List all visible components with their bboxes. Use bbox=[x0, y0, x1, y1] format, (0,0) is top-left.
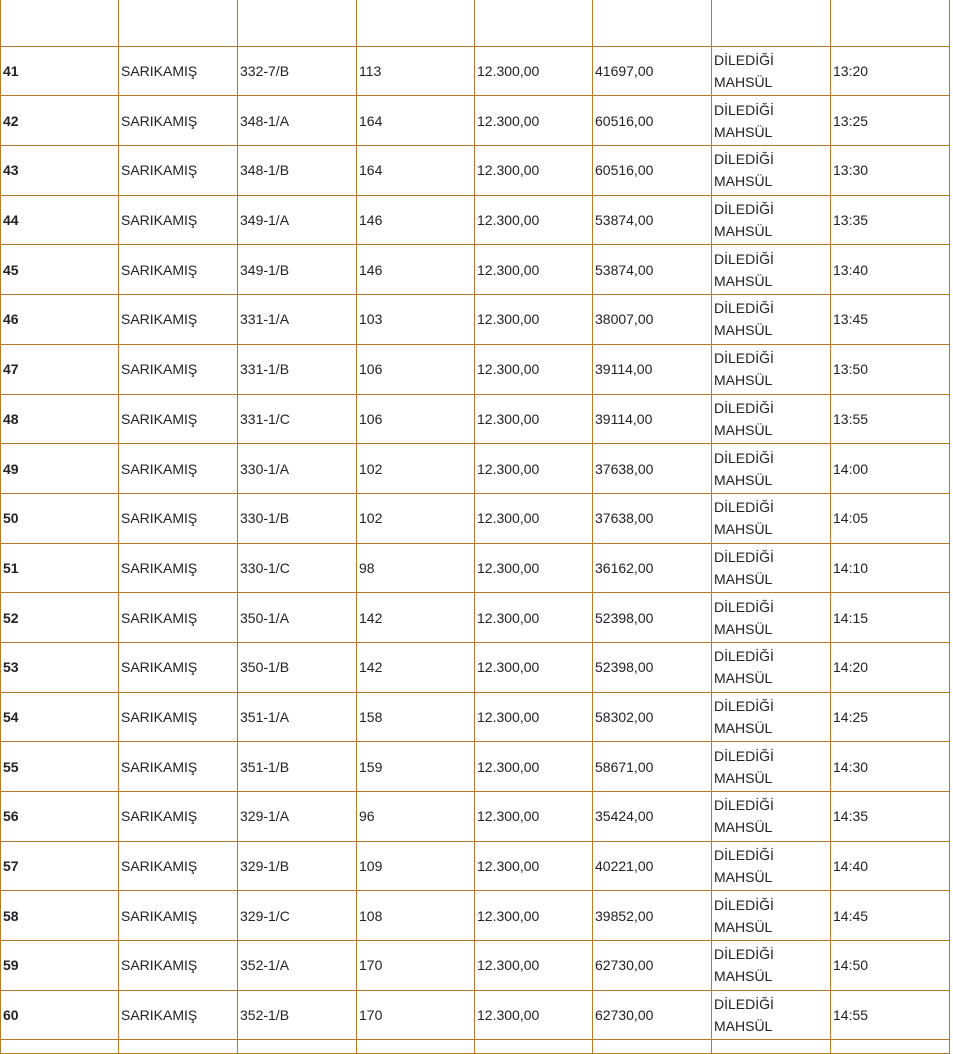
cell-district: SARIKAMIŞ bbox=[119, 841, 238, 891]
cell-total: 40221,00 bbox=[593, 841, 712, 891]
cell-row-number: 59 bbox=[1, 941, 119, 991]
cell-parcel: 352-1/A bbox=[238, 941, 357, 991]
cell-time: 14:50 bbox=[831, 941, 950, 991]
crop-line-1: DİLEDİĞİ bbox=[714, 151, 774, 168]
cell-row-number: 44 bbox=[1, 195, 119, 245]
cell-district: SARIKAMIŞ bbox=[119, 891, 238, 941]
table-row bbox=[1, 394, 950, 444]
cell-time: 13:55 bbox=[831, 394, 950, 444]
cell-time: 14:25 bbox=[831, 692, 950, 742]
cell-district: SARIKAMIŞ bbox=[119, 245, 238, 295]
cell-row-number: 56 bbox=[1, 792, 119, 842]
cell-area: 159 bbox=[357, 742, 475, 792]
crop-line-2: MAHSÜL bbox=[714, 372, 773, 389]
cell-parcel: 349-1/A bbox=[238, 195, 357, 245]
cell-crop bbox=[712, 344, 831, 394]
table-row bbox=[1, 692, 950, 742]
cell-total: 52398,00 bbox=[593, 593, 712, 643]
cell-parcel: 348-1/B bbox=[238, 146, 357, 196]
cell-total: 52398,00 bbox=[593, 642, 712, 692]
crop-line-2: MAHSÜL bbox=[714, 570, 773, 587]
cell-district: SARIKAMIŞ bbox=[119, 146, 238, 196]
cell-row-number: 41 bbox=[1, 46, 119, 96]
cell-row-number: 43 bbox=[1, 146, 119, 196]
cell-area: 164 bbox=[357, 146, 475, 196]
cell-time: 14:30 bbox=[831, 742, 950, 792]
cell-total: 62730,00 bbox=[593, 990, 712, 1040]
cell-row-number: 54 bbox=[1, 692, 119, 742]
cell-district: SARIKAMIŞ bbox=[119, 96, 238, 146]
cell-district: SARIKAMIŞ bbox=[119, 692, 238, 742]
cell-crop bbox=[712, 941, 831, 991]
crop-line-1: DİLEDİĞİ bbox=[714, 896, 774, 913]
cell-time: 14:05 bbox=[831, 493, 950, 543]
table-row bbox=[1, 941, 950, 991]
table-row bbox=[1, 444, 950, 494]
cell-total: 60516,00 bbox=[593, 146, 712, 196]
cell-parcel: 330-1/B bbox=[238, 493, 357, 543]
cell-parcel: 349-1/B bbox=[238, 245, 357, 295]
cell-crop bbox=[712, 692, 831, 742]
cell-time: 14:10 bbox=[831, 543, 950, 593]
cell-parcel: 351-1/B bbox=[238, 742, 357, 792]
cell-area: 106 bbox=[357, 344, 475, 394]
cell-area: 103 bbox=[357, 295, 475, 345]
cell-row-number: 45 bbox=[1, 245, 119, 295]
cell-crop bbox=[712, 990, 831, 1040]
crop-line-2: MAHSÜL bbox=[714, 869, 773, 886]
cell-total: 53874,00 bbox=[593, 195, 712, 245]
cell-crop bbox=[712, 195, 831, 245]
crop-line-1: DİLEDİĞİ bbox=[714, 201, 774, 218]
cell-total: 53874,00 bbox=[593, 245, 712, 295]
cell-parcel: 330-1/C bbox=[238, 543, 357, 593]
cell-parcel: 350-1/B bbox=[238, 642, 357, 692]
cell-area: 170 bbox=[357, 941, 475, 991]
cell-parcel: 350-1/A bbox=[238, 593, 357, 643]
cell-crop bbox=[712, 593, 831, 643]
crop-line-2: MAHSÜL bbox=[714, 272, 773, 289]
cell-crop bbox=[712, 742, 831, 792]
cell-district: SARIKAMIŞ bbox=[119, 792, 238, 842]
cell-district: SARIKAMIŞ bbox=[119, 46, 238, 96]
crop-line-1: DİLEDİĞİ bbox=[714, 648, 774, 665]
table-row bbox=[1, 344, 950, 394]
cell-row-number: 53 bbox=[1, 642, 119, 692]
cell-row-number: 51 bbox=[1, 543, 119, 593]
table-row bbox=[1, 493, 950, 543]
table-row bbox=[1, 543, 950, 593]
cell-total: 58671,00 bbox=[593, 742, 712, 792]
table-row-partial-top bbox=[1, 0, 950, 46]
crop-line-1: DİLEDİĞİ bbox=[714, 598, 774, 615]
cell-district: SARIKAMIŞ bbox=[119, 195, 238, 245]
cell-crop bbox=[712, 642, 831, 692]
cell-area: 106 bbox=[357, 394, 475, 444]
cell-time: 14:40 bbox=[831, 841, 950, 891]
cell-district: SARIKAMIŞ bbox=[119, 493, 238, 543]
cell-district: SARIKAMIŞ bbox=[119, 344, 238, 394]
cell-area: 164 bbox=[357, 96, 475, 146]
cell-crop bbox=[712, 295, 831, 345]
cell-crop bbox=[712, 245, 831, 295]
table-row bbox=[1, 990, 950, 1040]
crop-line-2: MAHSÜL bbox=[714, 620, 773, 637]
crop-line-1: DİLEDİĞİ bbox=[714, 747, 774, 764]
cell-district: SARIKAMIŞ bbox=[119, 593, 238, 643]
cell-time: 14:35 bbox=[831, 792, 950, 842]
cell-parcel: 329-1/A bbox=[238, 792, 357, 842]
cell-district: SARIKAMIŞ bbox=[119, 394, 238, 444]
cell-parcel: 329-1/B bbox=[238, 841, 357, 891]
cell-row-number: 42 bbox=[1, 96, 119, 146]
cell-unit-price: 12.300,00 bbox=[475, 245, 593, 295]
cell-unit-price: 12.300,00 bbox=[475, 146, 593, 196]
crop-line-2: MAHSÜL bbox=[714, 421, 773, 438]
cell-row-number: 55 bbox=[1, 742, 119, 792]
cell-area: 98 bbox=[357, 543, 475, 593]
cell-area: 142 bbox=[357, 642, 475, 692]
cell-time: 14:55 bbox=[831, 990, 950, 1040]
table-row bbox=[1, 195, 950, 245]
crop-line-2: MAHSÜL bbox=[714, 123, 773, 140]
cell-unit-price: 12.300,00 bbox=[475, 841, 593, 891]
crop-line-2: MAHSÜL bbox=[714, 719, 773, 736]
cell-unit-price: 12.300,00 bbox=[475, 593, 593, 643]
cell-unit-price: 12.300,00 bbox=[475, 941, 593, 991]
cell-time: 13:40 bbox=[831, 245, 950, 295]
cell-unit-price: 12.300,00 bbox=[475, 46, 593, 96]
cell-district: SARIKAMIŞ bbox=[119, 295, 238, 345]
cell-area: 96 bbox=[357, 792, 475, 842]
table-row-partial-bottom bbox=[1, 1040, 950, 1054]
cell-area: 109 bbox=[357, 841, 475, 891]
crop-line-2: MAHSÜL bbox=[714, 1018, 773, 1035]
cell-unit-price: 12.300,00 bbox=[475, 642, 593, 692]
crop-line-1: DİLEDİĞİ bbox=[714, 250, 774, 267]
crop-line-1: DİLEDİĞİ bbox=[714, 548, 774, 565]
cell-parcel: 331-1/A bbox=[238, 295, 357, 345]
crop-line-2: MAHSÜL bbox=[714, 471, 773, 488]
cell-unit-price: 12.300,00 bbox=[475, 195, 593, 245]
crop-line-2: MAHSÜL bbox=[714, 670, 773, 687]
cell-time: 13:35 bbox=[831, 195, 950, 245]
crop-line-1: DİLEDİĞİ bbox=[714, 499, 774, 516]
cell-district: SARIKAMIŞ bbox=[119, 742, 238, 792]
table-row bbox=[1, 295, 950, 345]
cell-crop bbox=[712, 493, 831, 543]
cell-time: 13:30 bbox=[831, 146, 950, 196]
cell-unit-price: 12.300,00 bbox=[475, 792, 593, 842]
cell-crop bbox=[712, 792, 831, 842]
cell-unit-price: 12.300,00 bbox=[475, 444, 593, 494]
cell-total: 39114,00 bbox=[593, 344, 712, 394]
cell-unit-price: 12.300,00 bbox=[475, 394, 593, 444]
crop-line-1: DİLEDİĞİ bbox=[714, 946, 774, 963]
cell-unit-price: 12.300,00 bbox=[475, 96, 593, 146]
cell-total: 36162,00 bbox=[593, 543, 712, 593]
cell-area: 170 bbox=[357, 990, 475, 1040]
cell-total: 58302,00 bbox=[593, 692, 712, 742]
cell-parcel: 331-1/B bbox=[238, 344, 357, 394]
table-row bbox=[1, 46, 950, 96]
cell-total: 60516,00 bbox=[593, 96, 712, 146]
cell-crop bbox=[712, 891, 831, 941]
cell-row-number: 49 bbox=[1, 444, 119, 494]
crop-line-1: DİLEDİĞİ bbox=[714, 399, 774, 416]
table-row bbox=[1, 593, 950, 643]
cell-district: SARIKAMIŞ bbox=[119, 444, 238, 494]
cell-time: 14:15 bbox=[831, 593, 950, 643]
cell-row-number: 57 bbox=[1, 841, 119, 891]
cell-area: 102 bbox=[357, 493, 475, 543]
cell-time: 13:25 bbox=[831, 96, 950, 146]
cell-time: 13:50 bbox=[831, 344, 950, 394]
table-row bbox=[1, 642, 950, 692]
crop-line-1: DİLEDİĞİ bbox=[714, 101, 774, 118]
crop-line-1: DİLEDİĞİ bbox=[714, 52, 774, 69]
crop-line-2: MAHSÜL bbox=[714, 521, 773, 538]
cell-row-number: 50 bbox=[1, 493, 119, 543]
cell-parcel: 329-1/C bbox=[238, 891, 357, 941]
crop-line-1: DİLEDİĞİ bbox=[714, 350, 774, 367]
cell-unit-price: 12.300,00 bbox=[475, 493, 593, 543]
cell-crop bbox=[712, 543, 831, 593]
crop-line-2: MAHSÜL bbox=[714, 322, 773, 339]
crop-line-1: DİLEDİĞİ bbox=[714, 449, 774, 466]
table-body bbox=[1, 0, 950, 1054]
table-row bbox=[1, 891, 950, 941]
cell-area: 146 bbox=[357, 245, 475, 295]
cell-area: 142 bbox=[357, 593, 475, 643]
cell-unit-price: 12.300,00 bbox=[475, 990, 593, 1040]
cell-district: SARIKAMIŞ bbox=[119, 543, 238, 593]
cell-parcel: 348-1/A bbox=[238, 96, 357, 146]
cell-row-number: 47 bbox=[1, 344, 119, 394]
cell-area: 113 bbox=[357, 46, 475, 96]
cell-time: 13:20 bbox=[831, 46, 950, 96]
cell-parcel: 331-1/C bbox=[238, 394, 357, 444]
cell-crop bbox=[712, 841, 831, 891]
cell-row-number: 48 bbox=[1, 394, 119, 444]
table-row bbox=[1, 96, 950, 146]
table-row bbox=[1, 245, 950, 295]
cell-crop bbox=[712, 146, 831, 196]
crop-line-2: MAHSÜL bbox=[714, 74, 773, 91]
cell-time: 14:45 bbox=[831, 891, 950, 941]
cell-total: 62730,00 bbox=[593, 941, 712, 991]
cell-parcel: 332-7/B bbox=[238, 46, 357, 96]
cell-total: 35424,00 bbox=[593, 792, 712, 842]
cell-parcel: 351-1/A bbox=[238, 692, 357, 742]
cell-total: 39114,00 bbox=[593, 394, 712, 444]
cell-total: 37638,00 bbox=[593, 444, 712, 494]
crop-line-1: DİLEDİĞİ bbox=[714, 847, 774, 864]
cell-row-number: 46 bbox=[1, 295, 119, 345]
cell-total: 39852,00 bbox=[593, 891, 712, 941]
cell-unit-price: 12.300,00 bbox=[475, 692, 593, 742]
cell-time: 14:20 bbox=[831, 642, 950, 692]
cell-unit-price: 12.300,00 bbox=[475, 543, 593, 593]
cell-parcel: 352-1/B bbox=[238, 990, 357, 1040]
crop-line-2: MAHSÜL bbox=[714, 918, 773, 935]
cell-row-number: 58 bbox=[1, 891, 119, 941]
cell-crop bbox=[712, 394, 831, 444]
cell-unit-price: 12.300,00 bbox=[475, 344, 593, 394]
cell-unit-price: 12.300,00 bbox=[475, 891, 593, 941]
cell-crop bbox=[712, 46, 831, 96]
crop-line-1: DİLEDİĞİ bbox=[714, 996, 774, 1013]
cell-time: 14:00 bbox=[831, 444, 950, 494]
cell-district: SARIKAMIŞ bbox=[119, 941, 238, 991]
crop-line-1: DİLEDİĞİ bbox=[714, 797, 774, 814]
cell-total: 41697,00 bbox=[593, 46, 712, 96]
crop-line-2: MAHSÜL bbox=[714, 173, 773, 190]
cell-area: 102 bbox=[357, 444, 475, 494]
cell-district: SARIKAMIŞ bbox=[119, 990, 238, 1040]
table-row bbox=[1, 742, 950, 792]
crop-line-1: DİLEDİĞİ bbox=[714, 697, 774, 714]
cell-row-number: 60 bbox=[1, 990, 119, 1040]
cell-unit-price: 12.300,00 bbox=[475, 295, 593, 345]
crop-line-2: MAHSÜL bbox=[714, 819, 773, 836]
cell-total: 37638,00 bbox=[593, 493, 712, 543]
crop-line-2: MAHSÜL bbox=[714, 769, 773, 786]
cell-row-number: 52 bbox=[1, 593, 119, 643]
crop-line-2: MAHSÜL bbox=[714, 223, 773, 240]
cell-crop bbox=[712, 444, 831, 494]
table-row bbox=[1, 792, 950, 842]
table-row bbox=[1, 146, 950, 196]
cell-district: SARIKAMIŞ bbox=[119, 642, 238, 692]
crop-line-1: DİLEDİĞİ bbox=[714, 300, 774, 317]
cell-parcel: 330-1/A bbox=[238, 444, 357, 494]
table-row bbox=[1, 841, 950, 891]
cell-crop bbox=[712, 96, 831, 146]
cell-area: 158 bbox=[357, 692, 475, 742]
cell-time: 13:45 bbox=[831, 295, 950, 345]
cell-total: 38007,00 bbox=[593, 295, 712, 345]
cell-area: 146 bbox=[357, 195, 475, 245]
crop-line-2: MAHSÜL bbox=[714, 968, 773, 985]
cell-area: 108 bbox=[357, 891, 475, 941]
cell-unit-price: 12.300,00 bbox=[475, 742, 593, 792]
